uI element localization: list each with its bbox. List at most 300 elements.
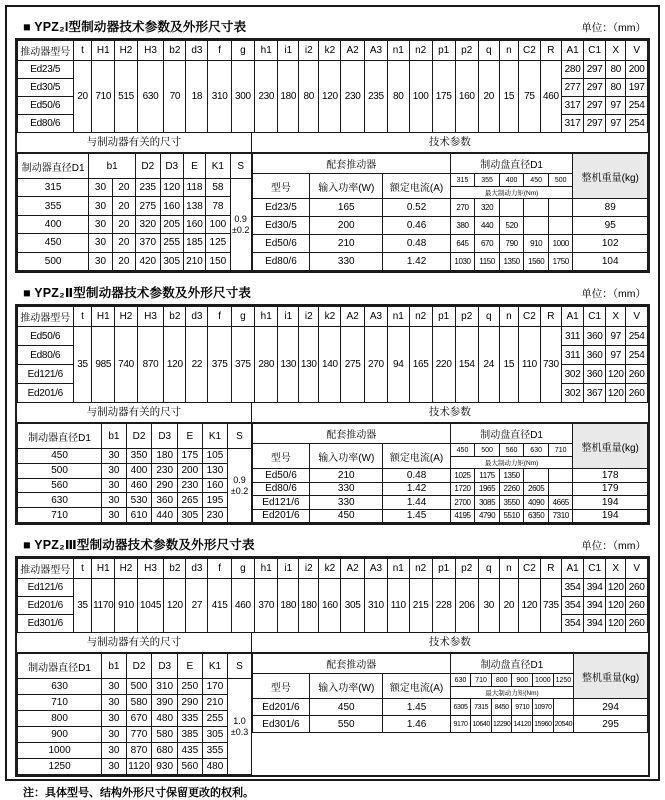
- current-cell: 1.45: [383, 509, 450, 523]
- col-header-cell: C1: [584, 307, 606, 327]
- col-header-cell: A1: [562, 41, 584, 61]
- model-cell: Ed30/5: [18, 79, 74, 97]
- power-cell: 210: [310, 235, 383, 253]
- dim-cell: 370: [136, 234, 161, 252]
- col-header-cell: d3: [186, 41, 208, 61]
- disc-size-header: 630: [524, 444, 549, 457]
- dim-cell: 97: [606, 346, 626, 365]
- dim-cell: 560: [178, 759, 203, 775]
- disc-size-header: 710: [471, 674, 492, 687]
- col-header-cell: f: [208, 41, 231, 61]
- col-header-cell: D3: [152, 424, 178, 449]
- torque-value-cell: 1560: [524, 253, 549, 271]
- dim-cell: 610: [126, 508, 152, 523]
- col-header-cell: C2: [519, 41, 540, 61]
- power-cell: 330: [310, 482, 383, 496]
- col-header-cell: H1: [92, 559, 115, 579]
- col-header-cell: S: [228, 654, 251, 679]
- shared-dim-cell: 230: [255, 61, 278, 133]
- shared-dim-cell: 130: [278, 327, 299, 403]
- dim-cell: 394: [584, 615, 606, 633]
- torque-value-cell: 1720: [450, 482, 475, 496]
- col-header-cell: A3: [364, 41, 387, 61]
- group-header-cell: 整机重量(kg): [573, 424, 648, 469]
- shared-dim-cell: 220: [432, 327, 455, 403]
- col-header-cell: i2: [299, 559, 319, 579]
- shared-dim-cell: 280: [255, 327, 278, 403]
- dim-cell: 80: [606, 79, 626, 97]
- torque-value-cell: 15960: [533, 716, 554, 733]
- dim-cell: 254: [626, 327, 648, 346]
- col-header-cell: 制动器直径D1: [18, 654, 102, 679]
- weight-cell: 295: [574, 716, 648, 733]
- s-tolerance-line: ±0.2: [230, 485, 249, 496]
- model-cell: Ed301/6: [18, 615, 74, 633]
- shared-dim-cell: 375: [231, 327, 254, 403]
- weight-cell: 95: [573, 217, 648, 235]
- dim-cell: 254: [626, 97, 648, 115]
- shared-dim-cell: 305: [341, 579, 364, 633]
- col-header-cell: 型号: [252, 444, 309, 469]
- shared-dim-cell: 80: [299, 61, 319, 133]
- col-header-cell: i1: [278, 559, 299, 579]
- col-header-cell: n2: [409, 41, 432, 61]
- dim-cell: 435: [178, 743, 203, 759]
- shared-dim-cell: 165: [409, 327, 432, 403]
- dim-cell: 870: [126, 743, 152, 759]
- s-tolerance-line: ±0.2: [231, 224, 250, 235]
- col-header-cell: i2: [299, 41, 319, 61]
- disc-size-header: 400: [499, 174, 524, 187]
- section-header: [23, 531, 648, 553]
- torque-value-cell: 790: [499, 235, 524, 253]
- col-header-cell: q: [478, 307, 499, 327]
- table-row: [18, 61, 648, 79]
- torque-value-cell: 1175: [475, 469, 500, 483]
- current-cell: 0.46: [383, 217, 450, 235]
- torque-value-cell: [499, 199, 524, 217]
- col-header-cell: D3: [152, 654, 178, 679]
- torque-value-cell: [548, 482, 573, 496]
- torque-value-cell: 12290: [491, 716, 512, 733]
- power-cell: 330: [310, 253, 383, 271]
- current-cell: 1.42: [383, 482, 450, 496]
- dim-cell: 930: [152, 759, 178, 775]
- col-header-cell: V: [626, 41, 648, 61]
- dim-cell: 170: [202, 679, 228, 695]
- s-tolerance-line: 0.9: [234, 213, 247, 224]
- model-cell: Ed80/6: [18, 115, 74, 133]
- col-header-cell: A1: [562, 307, 584, 327]
- table-band: [17, 403, 648, 422]
- dim-cell: 311: [562, 327, 584, 346]
- torque-value-cell: 910: [524, 235, 549, 253]
- header-row: [18, 559, 648, 579]
- col-header-cell: f: [208, 307, 231, 327]
- dim-cell: 30: [102, 449, 127, 464]
- dim-cell: 1250: [18, 759, 102, 775]
- model-cell: Ed201/6: [18, 597, 74, 615]
- shared-dim-cell: 110: [388, 579, 409, 633]
- shared-dim-cell: 120: [319, 61, 341, 133]
- shared-dim-cell: 140: [319, 327, 341, 403]
- dim-cell: 385: [178, 727, 203, 743]
- dim-cell: 260: [626, 597, 648, 615]
- shared-dim-cell: 110: [519, 327, 540, 403]
- col-header-cell: k2: [319, 559, 341, 579]
- col-header-cell: b1: [89, 154, 136, 179]
- shared-dim-cell: 275: [341, 327, 364, 403]
- col-header-cell: k2: [319, 307, 341, 327]
- section-ypz2-1: [15, 13, 650, 273]
- dim-cell: 255: [202, 711, 228, 727]
- col-header-cell: E: [178, 654, 203, 679]
- section-header: [23, 279, 648, 301]
- model-cell: Ed23/5: [252, 199, 309, 217]
- model-cell: Ed201/6: [252, 509, 309, 523]
- shared-dim-cell: 870: [137, 327, 163, 403]
- disc-size-header: 560: [499, 444, 524, 457]
- dim-cell: 360: [584, 327, 606, 346]
- table-row: [18, 508, 252, 523]
- col-header-cell: n: [499, 307, 519, 327]
- col-header-cell: H3: [137, 41, 163, 61]
- dim-cell: 180: [152, 449, 178, 464]
- pusher-dimensions-table: [17, 558, 648, 633]
- band-right-label: 技术参数: [428, 406, 471, 418]
- col-header-cell: h1: [255, 559, 278, 579]
- s-tolerance-cell: [230, 179, 251, 271]
- col-header-cell: h1: [255, 41, 278, 61]
- table-row: [18, 478, 252, 493]
- dim-cell: 440: [152, 508, 178, 523]
- tech-params-table: [252, 653, 648, 775]
- col-header-cell: g: [231, 307, 254, 327]
- col-header-cell: n: [499, 559, 519, 579]
- model-cell: Ed50/6: [252, 235, 309, 253]
- lower-tables: [17, 422, 648, 523]
- tech-params-table: [252, 153, 648, 271]
- dim-cell: 30: [89, 197, 112, 215]
- dim-cell: 1120: [126, 759, 152, 775]
- shared-dim-cell: 27: [186, 579, 208, 633]
- spec-table-block: [15, 38, 650, 273]
- torque-value-cell: 320: [475, 199, 500, 217]
- power-cell: 200: [310, 217, 383, 235]
- shared-dim-cell: 130: [299, 327, 319, 403]
- dim-cell: 317: [562, 115, 584, 133]
- torque-value-cell: 440: [475, 217, 500, 235]
- col-header-cell: 输入功率(W): [310, 444, 383, 469]
- dim-cell: 680: [152, 743, 178, 759]
- table-row: [18, 234, 252, 252]
- col-header-cell: 型号: [252, 674, 309, 699]
- torque-value-cell: 670: [475, 235, 500, 253]
- dim-cell: 305: [178, 508, 203, 523]
- shared-dim-cell: 22: [186, 327, 208, 403]
- dim-cell: 235: [136, 179, 161, 197]
- s-tolerance-line: 1.0: [233, 715, 246, 726]
- shared-dim-cell: 710: [92, 61, 115, 133]
- dim-cell: 254: [626, 115, 648, 133]
- pusher-dimensions-table: [17, 306, 648, 403]
- header-row: [18, 307, 648, 327]
- dim-cell: 260: [626, 615, 648, 633]
- dim-cell: 800: [18, 711, 102, 727]
- col-header-cell: 制动器直径D1: [18, 154, 89, 179]
- col-header-cell: 制动器直径D1: [18, 424, 102, 449]
- model-cell: Ed201/6: [252, 699, 309, 716]
- empty-area-row: [252, 733, 647, 776]
- s-tolerance-line: ±0.3: [230, 726, 249, 737]
- dim-cell: 260: [626, 365, 648, 384]
- torque-value-cell: 3550: [499, 496, 524, 510]
- table-row: [252, 199, 647, 217]
- dim-cell: 200: [626, 61, 648, 79]
- dim-cell: 260: [626, 384, 648, 403]
- group-header-cell: 制动盘直径D1: [450, 654, 573, 674]
- model-cell: Ed23/5: [18, 61, 74, 79]
- dim-cell: 297: [584, 79, 606, 97]
- col-header-cell: A3: [364, 559, 387, 579]
- col-header-cell: 推动器型号: [18, 559, 74, 579]
- dim-cell: 97: [606, 97, 626, 115]
- torque-value-cell: 4665: [548, 496, 573, 510]
- dim-cell: 97: [606, 115, 626, 133]
- table-row: [252, 235, 647, 253]
- dim-cell: 20: [112, 215, 135, 233]
- pusher-dimensions-table: [17, 40, 648, 133]
- shared-dim-cell: 20: [73, 61, 92, 133]
- col-header-cell: H1: [92, 41, 115, 61]
- band-left-label: 与制动器有关的尺寸: [17, 633, 252, 652]
- dim-cell: 630: [18, 493, 102, 508]
- disc-size-header: 1250: [553, 674, 574, 687]
- torque-value-cell: 10640: [471, 716, 492, 733]
- dim-cell: 30: [102, 711, 127, 727]
- power-cell: 550: [310, 716, 383, 733]
- col-header-cell: p1: [432, 41, 455, 61]
- band-left-label: 与制动器有关的尺寸: [17, 403, 252, 422]
- table-row: [18, 711, 252, 727]
- unit-label: 单位：（mm）: [581, 288, 646, 300]
- col-header-cell: H1: [92, 307, 115, 327]
- dim-cell: 367: [584, 384, 606, 403]
- col-header-cell: X: [606, 559, 626, 579]
- dim-cell: 275: [136, 197, 161, 215]
- model-cell: Ed80/6: [252, 482, 309, 496]
- col-header-cell: q: [478, 559, 499, 579]
- dim-cell: 30: [102, 727, 127, 743]
- dim-cell: 185: [183, 234, 205, 252]
- weight-cell: 179: [573, 482, 648, 496]
- dim-cell: 290: [152, 478, 178, 493]
- torque-value-cell: 1350: [499, 469, 524, 483]
- col-header-cell: b1: [102, 654, 127, 679]
- shared-dim-cell: 300: [231, 61, 254, 133]
- col-header-cell: D2: [126, 424, 152, 449]
- disc-size-header: 450: [450, 444, 475, 457]
- dim-cell: 138: [183, 197, 205, 215]
- table-row: [18, 679, 252, 695]
- group-header-row: [252, 424, 647, 444]
- torque-value-cell: 2260: [499, 482, 524, 496]
- dim-cell: 120: [606, 365, 626, 384]
- dim-cell: 160: [183, 215, 205, 233]
- shared-dim-cell: 15: [499, 327, 519, 403]
- dim-cell: 297: [584, 61, 606, 79]
- weight-cell: 194: [573, 509, 648, 523]
- shared-dim-cell: 70: [164, 61, 186, 133]
- col-header-cell: k2: [319, 41, 341, 61]
- shared-dim-cell: 630: [137, 61, 163, 133]
- dim-cell: 450: [18, 449, 102, 464]
- dim-cell: 400: [18, 215, 89, 233]
- col-header-cell: g: [231, 559, 254, 579]
- table-row: [18, 252, 252, 270]
- dim-cell: 265: [178, 493, 203, 508]
- shared-dim-cell: 154: [455, 327, 478, 403]
- spec-table-block: [15, 556, 650, 777]
- dim-cell: 500: [18, 252, 89, 270]
- unit-label: 单位：（mm）: [581, 540, 646, 552]
- current-cell: 1.42: [383, 253, 450, 271]
- shared-dim-cell: 180: [278, 61, 299, 133]
- dim-cell: 335: [178, 711, 203, 727]
- group-header-cell: 配套推动器: [252, 424, 450, 444]
- col-header-cell: 推动器型号: [18, 307, 74, 327]
- torque-value-cell: 5510: [499, 509, 524, 523]
- shared-dim-cell: 460: [540, 61, 561, 133]
- current-cell: 1.45: [383, 699, 450, 716]
- model-cell: Ed201/6: [18, 384, 74, 403]
- shared-dim-cell: 910: [115, 579, 138, 633]
- dim-cell: 230: [202, 508, 228, 523]
- s-tolerance-cell: [228, 679, 251, 775]
- shared-dim-cell: 1045: [137, 579, 163, 633]
- torque-value-cell: [524, 469, 549, 483]
- dim-cell: 630: [18, 679, 102, 695]
- col-header-cell: A2: [341, 559, 364, 579]
- dim-cell: 30: [102, 493, 127, 508]
- dim-cell: 320: [136, 215, 161, 233]
- col-header-cell: H2: [115, 559, 138, 579]
- col-header-cell: 输入功率(W): [310, 674, 383, 699]
- header-row: [18, 654, 252, 679]
- table-row: [252, 469, 647, 483]
- shared-dim-cell: 310: [364, 579, 387, 633]
- table-row: [18, 759, 252, 775]
- torque-value-cell: 520: [499, 217, 524, 235]
- shared-dim-cell: 515: [115, 61, 138, 133]
- shared-dim-cell: 175: [432, 61, 455, 133]
- dim-cell: 302: [562, 384, 584, 403]
- group-header-cell: 制动盘直径D1: [450, 424, 573, 444]
- col-header-cell: 型号: [252, 174, 309, 199]
- weight-cell: 178: [573, 469, 648, 483]
- col-header-cell: 额定电流(A): [383, 674, 450, 699]
- dim-cell: 210: [202, 695, 228, 711]
- shared-dim-cell: 180: [278, 579, 299, 633]
- dim-cell: 297: [584, 97, 606, 115]
- dim-cell: 450: [18, 234, 89, 252]
- torque-value-cell: 9170: [450, 716, 471, 733]
- dim-cell: 30: [102, 478, 127, 493]
- unit-label: 单位：（mm）: [581, 22, 646, 34]
- power-cell: 450: [310, 509, 383, 523]
- dim-cell: 560: [18, 478, 102, 493]
- shared-dim-cell: 215: [409, 579, 432, 633]
- shared-dim-cell: 730: [540, 327, 561, 403]
- dim-cell: 105: [202, 449, 228, 464]
- col-header-cell: H3: [137, 307, 163, 327]
- col-header-cell: p2: [455, 41, 478, 61]
- group-header-row: [252, 654, 647, 674]
- col-header-cell: t: [73, 307, 92, 327]
- torque-value-cell: 1025: [450, 469, 475, 483]
- torque-value-cell: [553, 699, 574, 716]
- model-cell: Ed80/6: [18, 346, 74, 365]
- torque-value-cell: 4090: [524, 496, 549, 510]
- current-cell: 1.44: [383, 496, 450, 510]
- disc-size-header: 355: [475, 174, 500, 187]
- shared-dim-cell: 120: [164, 327, 186, 403]
- col-header-cell: n1: [388, 559, 409, 579]
- shared-dim-cell: 985: [92, 327, 115, 403]
- group-header-cell: 配套推动器: [252, 654, 450, 674]
- dim-cell: 30: [89, 252, 112, 270]
- dim-cell: 710: [18, 695, 102, 711]
- dim-cell: 30: [102, 508, 127, 523]
- shared-dim-cell: 35: [73, 579, 92, 633]
- dim-cell: 120: [606, 384, 626, 403]
- shared-dim-cell: 460: [231, 579, 254, 633]
- dim-cell: 80: [606, 61, 626, 79]
- col-header-cell: i2: [299, 307, 319, 327]
- shared-dim-cell: 310: [208, 61, 231, 133]
- dim-cell: 394: [584, 579, 606, 597]
- torque-value-cell: 2605: [524, 482, 549, 496]
- shared-dim-cell: 18: [186, 61, 208, 133]
- dim-cell: 150: [206, 252, 231, 270]
- col-header-cell: h1: [255, 307, 278, 327]
- dim-cell: 354: [562, 597, 584, 615]
- torque-value-cell: 2700: [450, 496, 475, 510]
- dim-cell: 305: [160, 252, 183, 270]
- table-band: [17, 133, 648, 152]
- dim-cell: 210: [183, 252, 205, 270]
- dim-cell: 30: [89, 179, 112, 197]
- shared-dim-cell: 160: [455, 61, 478, 133]
- col-header-cell: S: [230, 154, 251, 179]
- col-header-cell: i1: [278, 41, 299, 61]
- col-header-cell: E: [183, 154, 205, 179]
- torque-value-cell: [548, 217, 573, 235]
- col-header-cell: R: [540, 559, 561, 579]
- table-row: [18, 449, 252, 464]
- table-row: [18, 493, 252, 508]
- col-header-cell: b2: [164, 307, 186, 327]
- dim-cell: 280: [562, 61, 584, 79]
- dim-cell: 580: [152, 727, 178, 743]
- group-header-cell: 整机重量(kg): [574, 654, 648, 699]
- col-header-cell: b2: [164, 559, 186, 579]
- shared-dim-cell: 235: [364, 61, 387, 133]
- dim-cell: 20: [112, 197, 135, 215]
- table-row: [18, 727, 252, 743]
- s-tolerance-line: 0.9: [233, 474, 246, 485]
- col-header-cell: n1: [388, 307, 409, 327]
